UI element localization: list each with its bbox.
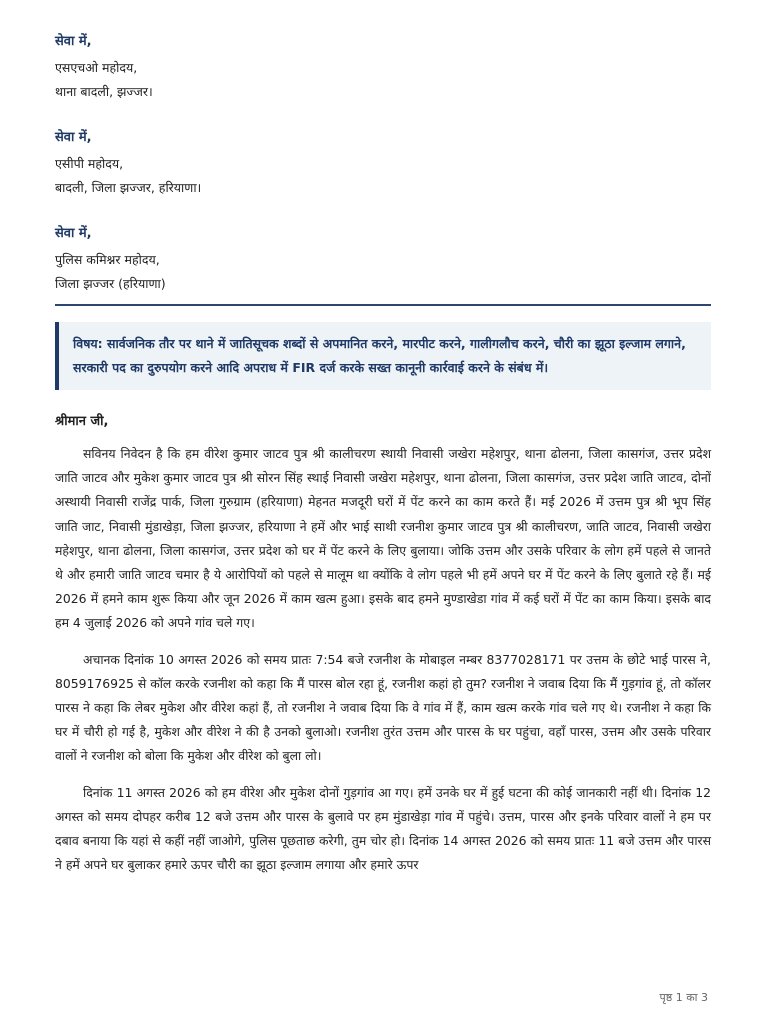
divider xyxy=(55,304,711,306)
body-paragraph-3: दिनांक 11 अगस्त 2026 को हम वीरेश और मुकेश दोनों गुड़गांव आ गए। हमें उनके घर में हुई घटना की कोई जानकारी नहीं थी। दिनांक 12 अगस्त को समय दोपहर करीब 12 बजे उत्तम और पारस के बुलावे पर हम मुंडाखेड़ा गांव में पहुंचे। उत्तम, पारस और इनके परिवार वालों ने हम पर दबाव बनाया कि यहां से कहीं नहीं जाओगे, पुलिस पूछताछ करेगी, तुम चोर हो। दिनांक 14 अगस्त 2026 को समय प्रातः 11 बजे उत्तम और पारस ने हमें अपने घर बुलाकर हमारे ऊपर चौरी का झूठा इल्जाम लगाया और हमारे ऊपर xyxy=(55,784,711,873)
salutation: श्रीमान जी, xyxy=(55,414,109,429)
address-line: बादली, जिला झज्जर, हरियाणा। xyxy=(55,180,202,195)
address-block-2 xyxy=(55,126,711,200)
address-line: थाना बादली, झज्जर। xyxy=(55,84,153,99)
body-paragraph-2: अचानक दिनांक 10 अगस्त 2026 को समय प्रातः 7:54 बजे रजनीश के मोबाइल नम्बर 8377028171 पर उत्तम के छोटे भाई पारस ने, 8059176925 से कॉल करके रजनीश को कहा कि मैं पारस बोल रहा हूं, रजनीश कहां हो तुम? रजनीश ने जवाब दिया कि मैं गुड़गांव हूं, तो कॉलर पारस ने कहा कि लेबर मुकेश और वीरेश कहां हैं, तो रजनीश ने जवाब दिया कि वे गांव में हैं, काम खत्म करके गांव चले गए थे। रजनीश ने कहा कि घर में चौरी हो गई है, मुकेश और वीरेश ने की है उनको बुलाओ। रजनीश तुरंत उत्तम और पारस के घर पहुंचा, वहाँ पारस, उत्तम और उसके परिवार वालों ने रजनीश को बोला कि मुकेश और वीरेश को बुला लो। xyxy=(55,651,711,764)
address-line: जिला झज्जर (हरियाणा) xyxy=(55,276,166,291)
address-block-1 xyxy=(55,30,711,104)
address-heading: सेवा में, xyxy=(55,226,92,241)
address-heading: सेवा में, xyxy=(55,34,92,49)
address-line: एसीपी महोदय, xyxy=(55,156,124,171)
address-line: एसएचओ महोदय, xyxy=(55,60,138,75)
letter-page xyxy=(55,30,711,877)
address-line: पुलिस कमिश्नर महोदय, xyxy=(55,252,160,267)
page-number: पृष्ठ 1 का 3 xyxy=(659,991,708,1004)
body-paragraph-1: सविनय निवेदन है कि हम वीरेश कुमार जाटव पुत्र श्री कालीचरण स्थायी निवासी जखेरा महेशपुर, थाना ढोलना, जिला कासगंज, उत्तर प्रदेश जाति जाटव और मुकेश कुमार जाटव पुत्र श्री सोरन सिंह स्थाई निवासी जखेरा महेशपुर, थाना ढोलना, जिला कासगंज, उत्तर प्रदेश जाति जाटव, दोनों अस्थायी निवासी राजेंद्र पार्क, जिला गुरुग्राम (हरियाणा) मेहनत मजदूरी घरों में पेंट करने का काम करते हैं। मई 2026 में उत्तम पुत्र श्री भूप सिंह जाति जाट, निवासी मुंडाखेड़ा, जिला झज्जर, हरियाणा ने हमें और भाई साथी रजनीश कुमार जाटव पुत्र श्री कालीचरण, जाति जाटव, निवासी जखेरा महेशपुर, थाना ढोलना, जिला कासगंज, उत्तर प्रदेश को घर में पेंट करने के लिए बुलाया। जोकि उत्तम और उसके परिवार के लोग हमें पहले से जानते थे और हमारी जाति जाटव चमार है ये आरोपियों को पहले से मालूम था क्योंकि वे लोग पहले भी हमें अपने घर में पेंट करने के लिए बुलाते रहे हैं। मई 2026 में हमने काम शुरू किया और जून 2026 में काम खत्म हुआ। इसके बाद हमने मुण्डाखेडा गांव में कई घरों में पेंट का काम किया। इसके बाद हम 4 जुलाई 2026 को अपने गांव चले गए। xyxy=(55,446,711,631)
subject-box: विषय: सार्वजनिक तौर पर थाने में जातिसूचक शब्दों से अपमानित करने, मारपीट करने, गालीगलौच करने, चौरी का झूठा इल्जाम लगाने, सरकारी पद का दुरुपयोग करने आदि अपराध में FIR दर्ज करके सख्त कानूनी कार्रवाई करने के संबंध में। xyxy=(55,322,711,390)
address-heading: सेवा में, xyxy=(55,130,92,145)
address-block-3 xyxy=(55,222,711,296)
